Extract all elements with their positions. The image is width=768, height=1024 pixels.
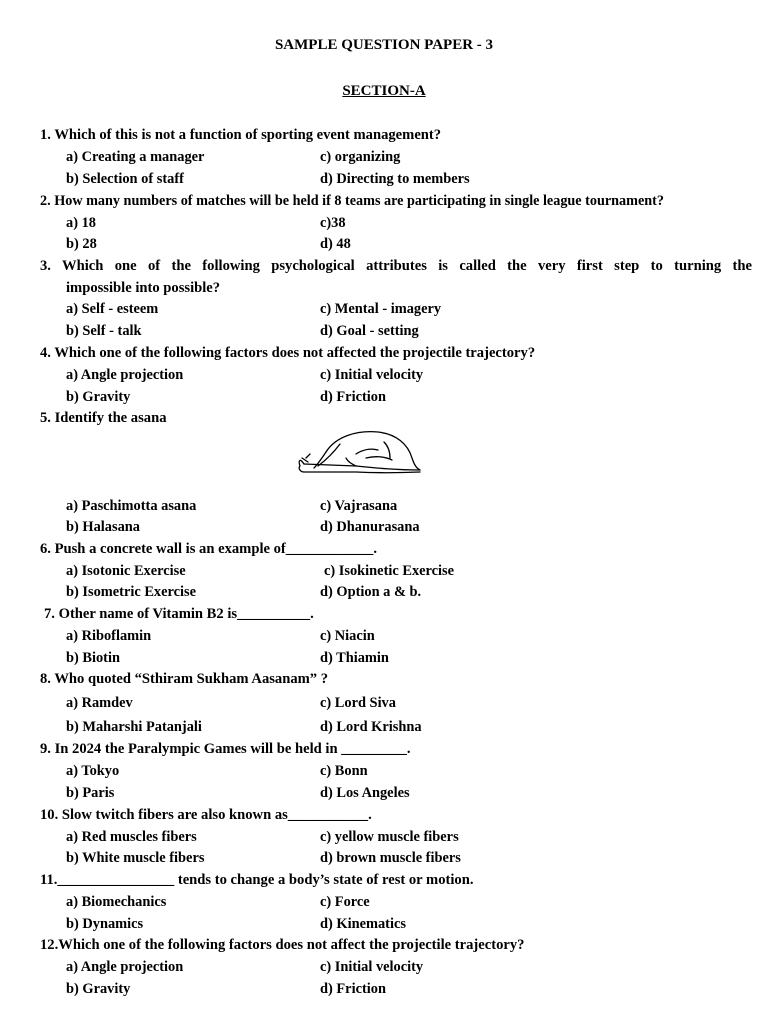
q3-option-d: d) Goal - setting [320,323,419,339]
q11-option-d: d) Kinematics [320,916,406,932]
q7-option-a: a) Riboflamin [66,628,152,644]
q5-option-d: d) Dhanurasana [320,519,420,535]
q12-option-a: a) Angle projection [66,959,184,975]
q11-option-c: c) Force [320,894,370,910]
q5-option-c: c) Vajrasana [320,498,398,514]
q12-option-b: b) Gravity [66,981,131,997]
q3-option-c: c) Mental - imagery [320,301,442,317]
question-3-continued: impossible into possible? [66,280,221,296]
q8-option-b: b) Maharshi Patanjali [66,719,202,735]
paper-title: SAMPLE QUESTION PAPER - 3 [274,37,494,53]
q1-option-a: a) Creating a manager [66,149,205,165]
q6-option-b: b) Isometric Exercise [66,584,197,600]
question-3: 3. Which one of the following psychological attributes is called the very first step to turning the [40,258,752,274]
q9-option-a: a) Tokyo [66,763,120,779]
q12-option-c: c) Initial velocity [320,959,424,975]
q3-option-b: b) Self - talk [66,323,142,339]
q11-option-b: b) Dynamics [66,916,144,932]
q4-option-d: d) Friction [320,389,386,405]
q9-option-b: b) Paris [66,785,115,801]
q1-option-b: b) Selection of staff [66,171,184,187]
question-5: 5. Identify the asana [40,410,167,426]
q2-option-b: b) 28 [66,236,97,252]
q1-option-c: c) organizing [320,149,401,165]
asana-illustration [296,428,426,476]
q1-option-d: d) Directing to members [320,171,470,187]
q8-option-c: c) Lord Siva [320,695,396,711]
q6-option-d: d) Option a & b. [320,584,422,600]
question-4: 4. Which one of the following factors does not affected the projectile trajectory? [40,345,536,361]
q8-option-a: a) Ramdev [66,695,133,711]
q10-option-b: b) White muscle fibers [66,850,205,866]
question-9: 9. In 2024 the Paralympic Games will be held in _________. [40,741,411,757]
q7-option-b: b) Biotin [66,650,120,666]
q7-option-c: c) Niacin [320,628,375,644]
q11-option-a: a) Biomechanics [66,894,167,910]
q8-option-d: d) Lord Krishna [320,719,422,735]
question-6: 6. Push a concrete wall is an example of____________. [40,541,377,557]
question-7: 7. Other name of Vitamin B2 is__________. [44,606,314,622]
question-2: 2. How many numbers of matches will be held if 8 teams are participating in single league tournament? [40,193,664,209]
q4-option-a: a) Angle projection [66,367,184,383]
q10-option-d: d) brown muscle fibers [320,850,461,866]
q9-option-c: c) Bonn [320,763,368,779]
q10-option-a: a) Red muscles fibers [66,829,197,845]
q2-option-d: d) 48 [320,236,351,252]
q6-option-c: c) Isokinetic Exercise [324,563,455,579]
question-1: 1. Which of this is not a function of sporting event management? [40,127,442,143]
q4-option-c: c) Initial velocity [320,367,424,383]
question-8: 8. Who quoted “Sthiram Sukham Aasanam” ? [40,671,329,687]
q3-option-a: a) Self - esteem [66,301,159,317]
section-heading: SECTION-A [342,83,426,99]
q2-option-a: a) 18 [66,215,96,231]
question-11: 11.________________ tends to change a body’s state of rest or motion. [40,872,474,888]
q7-option-d: d) Thiamin [320,650,389,666]
q4-option-b: b) Gravity [66,389,131,405]
question-10: 10. Slow twitch fibers are also known as___________. [40,807,372,823]
q2-option-c: c)38 [320,215,346,231]
q10-option-c: c) yellow muscle fibers [320,829,459,845]
q9-option-d: d) Los Angeles [320,785,410,801]
question-12: 12.Which one of the following factors does not affect the projectile trajectory? [40,937,525,953]
q6-option-a: a) Isotonic Exercise [66,563,186,579]
q12-option-d: d) Friction [320,981,386,997]
q5-option-a: a) Paschimotta asana [66,498,197,514]
q5-option-b: b) Halasana [66,519,140,535]
